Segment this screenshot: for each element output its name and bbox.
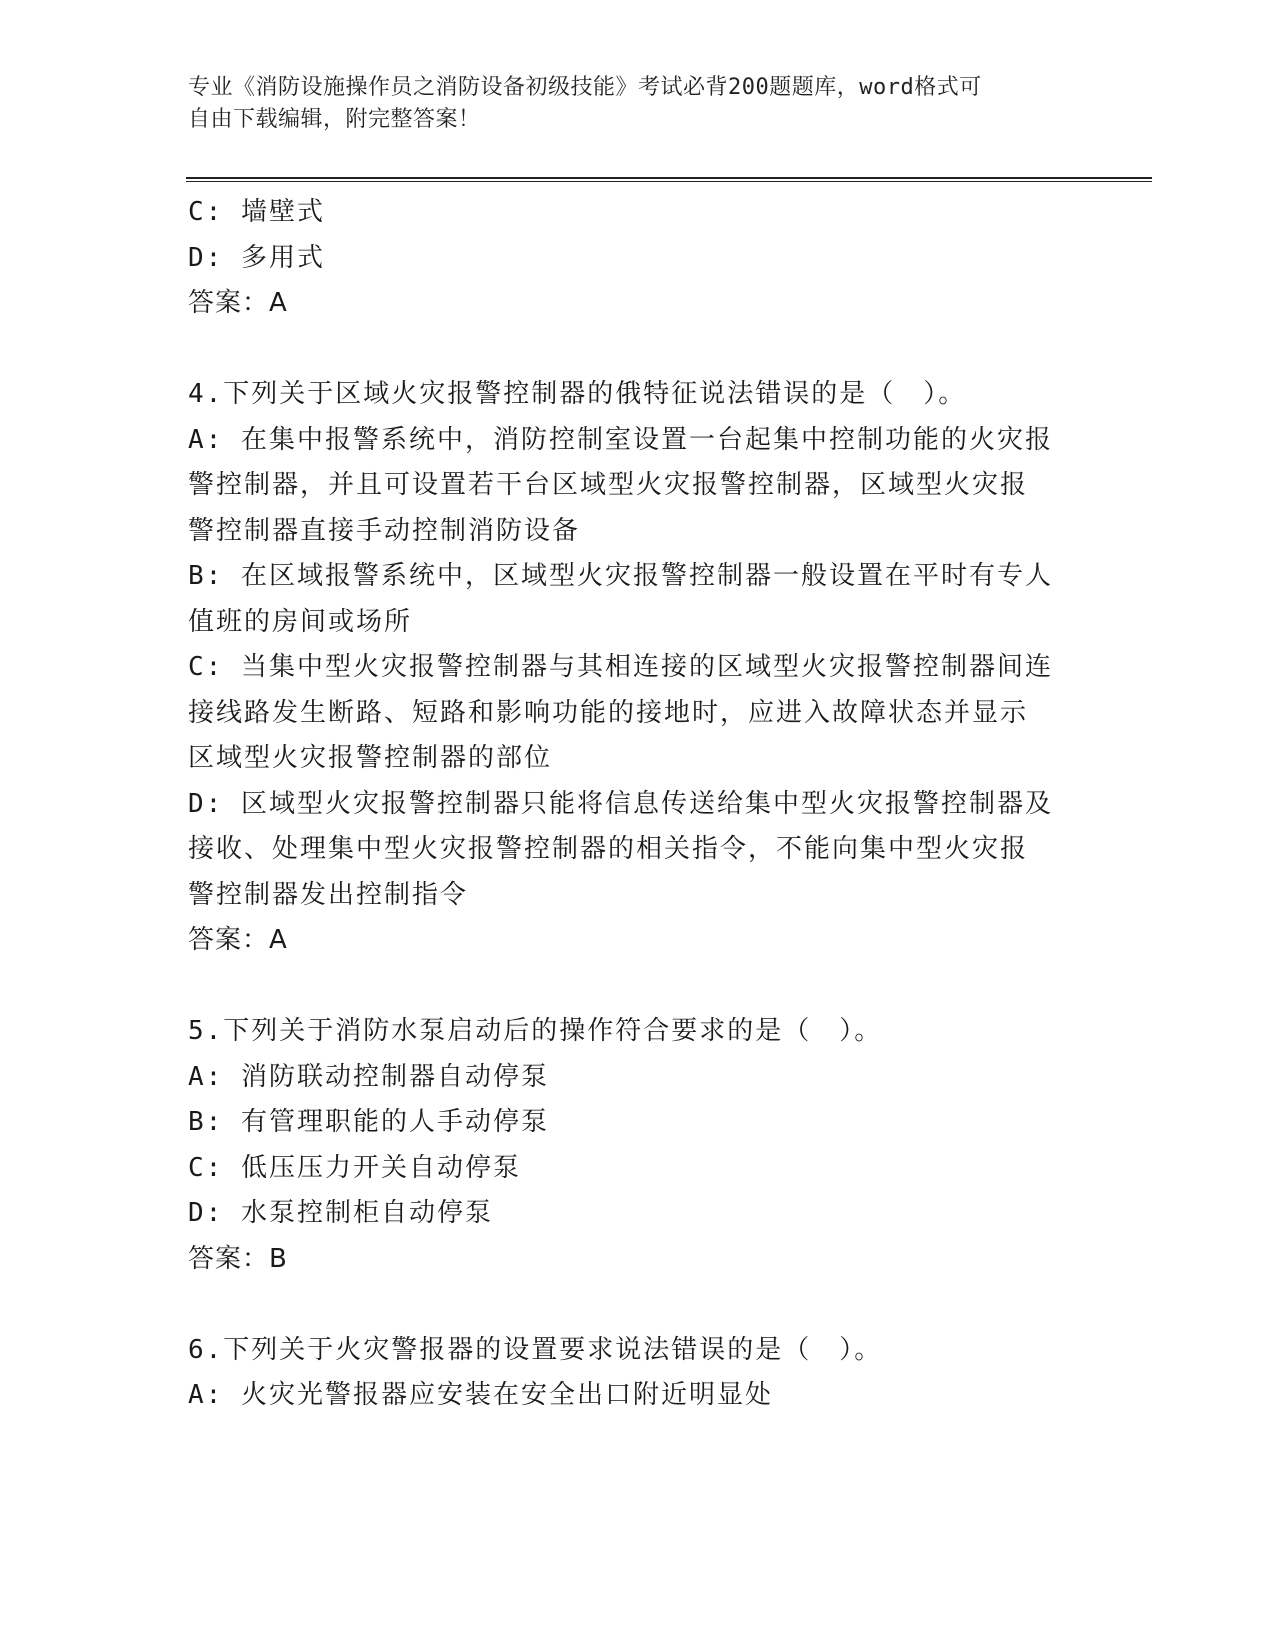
q3-option-d: D: 多用式 [188,242,325,273]
header-line-2: 自由下载编辑，附完整答案！ [188,107,481,132]
header-line-1: 专业《消防设施操作员之消防设备初级技能》考试必背200题题库，word格式可 [188,75,982,100]
question-content [188,190,1088,1419]
header-divider-thin [186,181,1152,182]
q4-option-a-line-3: 警控制器直接手动控制消防设备 [188,515,581,546]
q4-question: 4.下列关于区域火灾报警控制器的俄特征说法错误的是（ ）。 [188,379,967,409]
question-3-block [188,190,1088,327]
q4-option-b-line-1: B: 在区域报警系统中，区域型火灾报警控制器一般设置在平时有专人 [188,561,1053,591]
question-4-block [188,372,1088,964]
q5-option-d: D: 水泵控制柜自动停泵 [188,1198,493,1228]
spacer [188,327,1088,373]
q5-option-b: B: 有管理职能的人手动停泵 [188,1107,549,1137]
q4-option-b-line-2: 值班的房间或场所 [188,606,413,637]
q4-option-a-line-1: A: 在集中报警系统中，消防控制室设置一台起集中控制功能的火灾报 [188,424,1053,455]
q4-option-d-line-2: 接收、处理集中型火灾报警控制器的相关指令，不能向集中型火灾报 [188,834,1029,864]
spacer [188,1282,1088,1328]
q5-answer: 答案：B [188,1243,288,1274]
page-header [188,72,1068,136]
q3-option-c: C: 墙壁式 [188,197,325,227]
question-5-block [188,1009,1088,1282]
q4-option-a-line-2: 警控制器，并且可设置若干台区域型火灾报警控制器，区域型火灾报 [188,470,1029,500]
q5-option-c: C: 低压压力开关自动停泵 [188,1152,521,1183]
q5-question: 5.下列关于消防水泵启动后的操作符合要求的是（ ）。 [188,1016,883,1046]
q4-option-d-line-1: D: 区域型火灾报警控制器只能将信息传送给集中型火灾报警控制器及 [188,788,1053,819]
q4-option-c-line-2: 接线路发生断路、短路和影响功能的接地时，应进入故障状态并显示 [188,697,1029,728]
q3-answer: 答案：A [188,288,288,318]
q6-question: 6.下列关于火灾警报器的设置要求说法错误的是（ ）。 [188,1334,883,1365]
header-divider-thick [186,177,1152,179]
spacer [188,964,1088,1010]
q6-option-a: A: 火灾光警报器应安装在安全出口附近明显处 [188,1380,773,1410]
q4-option-c-line-3: 区域型火灾报警控制器的部位 [188,743,553,773]
question-6-block [188,1328,1088,1419]
q4-answer: 答案：A [188,925,288,955]
q4-option-c-line-1: C: 当集中型火灾报警控制器与其相连接的区域型火灾报警控制器间连 [188,652,1053,682]
q5-option-a: A: 消防联动控制器自动停泵 [188,1061,549,1092]
q4-option-d-line-3: 警控制器发出控制指令 [188,879,469,910]
